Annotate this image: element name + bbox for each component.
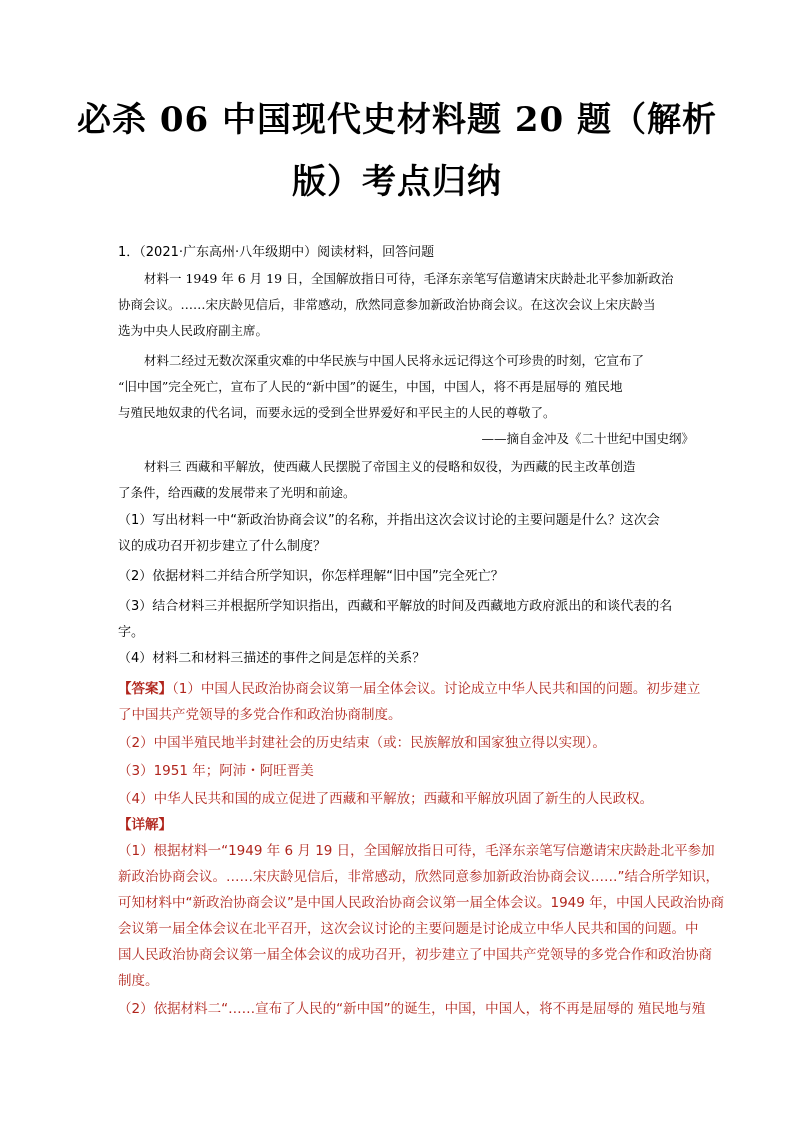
- question-header: 1．（2021·广东高州·八年级期中）阅读材料，回答问题: [118, 245, 435, 260]
- page-title-line-2: 版）考点归纳: [292, 162, 502, 202]
- question-line: 字。: [118, 625, 145, 640]
- material-source: ——摘自金冲及《二十世纪中国史纲》: [481, 431, 694, 446]
- material-two-line: “旧中国”完全死亡，宣布了人民的“新中国”的诞生，中国，中国人，将不再是屈辱的 殖民地: [118, 379, 623, 394]
- question-line: （3）结合材料三并根据所学知识指出，西藏和平解放的时间及西藏地方政府派出的和谈代表的名: [118, 599, 673, 614]
- material-two-line: 与殖民地奴隶的代名词，而要永远的受到全世界爱好和平民主的人民的尊敬了。: [118, 405, 556, 420]
- detail-line: 可知材料中“新政治协商会议”是中国人民政治协商会议第一届全体会议。1949 年，中国人民政治协商: [118, 895, 725, 911]
- material-three-line: 材料三 西藏和平解放，使西藏人民摆脱了帝国主义的侵略和奴役，为西藏的民主改革创造: [144, 459, 636, 474]
- page-title-line-1: 必杀 06 中国现代史材料题 20 题（解析: [77, 100, 717, 140]
- detail-label: 【详解】: [118, 817, 172, 833]
- detail-line: （1）根据材料一“1949 年 6 月 19 日，全国解放指日可待，毛泽东亲笔写信邀请宋庆龄赴北平参加: [118, 843, 715, 859]
- answer-line: （2）中国半殖民地半封建社会的历史结束（或：民族解放和国家独立得以实现）。: [118, 735, 606, 751]
- answer-line: （3）1951 年；阿沛・阿旺晋美: [118, 763, 314, 779]
- answer-label: 【答案】: [118, 681, 172, 697]
- question-line: 议的成功召开初步建立了什么制度？: [118, 539, 327, 554]
- detail-line: 国人民政治协商会议第一届全体会议的成功召开，初步建立了中国共产党领导的多党合作和政治协商: [118, 947, 712, 963]
- detail-line: 制度。: [118, 973, 159, 989]
- answer-line: （4）中华人民共和国的成立促进了西藏和平解放；西藏和平解放巩固了新生的人民政权。: [118, 791, 654, 807]
- question-line: （4）材料二和材料三描述的事件之间是怎样的关系？: [118, 651, 426, 666]
- answer-line: 了中国共产党领导的多党合作和政治协商制度。: [118, 707, 402, 723]
- detail-line: 新政治协商会议。……宋庆龄见信后，非常感动，欣然同意参加新政治协商会议……”结合所学知识，: [118, 869, 719, 885]
- material-two-line: 材料二经过无数次深重灾难的中华民族与中国人民将永远记得这个可珍贵的时刻，它宣布了: [144, 353, 645, 368]
- detail-line: 会议第一届全体会议在北平召开，这次会议讨论的主要问题是讨论成立中华人民共和国的问题。中: [118, 921, 699, 937]
- question-line: （2）依据材料二并结合所学知识，你怎样理解“旧中国”完全死亡？: [118, 569, 504, 584]
- material-one-line: 材料一 1949 年 6 月 19 日，全国解放指日可待，毛泽东亲笔写信邀请宋庆龄赴北平参加新政治: [144, 271, 674, 286]
- detail-line: （2）依据材料二“……宣布了人民的“新中国”的诞生，中国，中国人，将不再是屈辱的 殖民地与殖: [118, 1001, 706, 1017]
- answer-line: 【答案】（1）中国人民政治协商会议第一届全体会议。讨论成立中华人民共和国的问题。初步建立: [118, 681, 701, 697]
- question-line: （1）写出材料一中“新政治协商会议”的名称，并指出这次会议讨论的主要问题是什么？这次会: [118, 513, 660, 528]
- material-three-line: 了条件，给西藏的发展带来了光明和前途。: [118, 485, 356, 500]
- material-one-line: 协商会议。……宋庆龄见信后，非常感动，欣然同意参加新政治协商会议。在这次会议上宋庆龄当: [118, 297, 656, 312]
- material-one-line: 选为中央人民政府副主席。: [118, 323, 269, 338]
